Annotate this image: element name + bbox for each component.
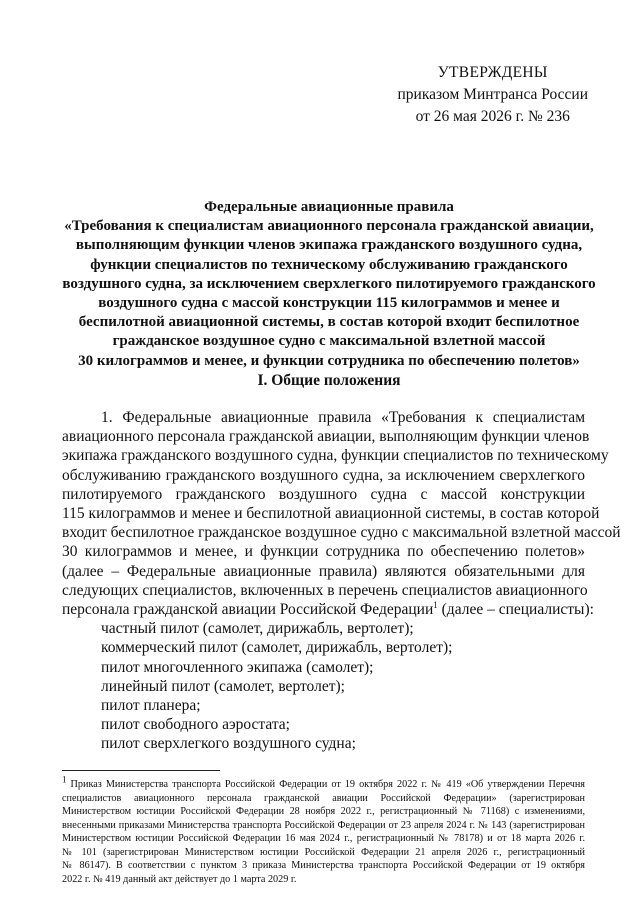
section-heading: I. Общие положения	[257, 372, 401, 389]
document-title	[58, 198, 600, 371]
list-item: частный пилот (самолет, дирижабль, вертолет);	[101, 620, 414, 638]
approval-order: приказом Минтранса России	[397, 86, 588, 103]
title-line: воздушного судна, за исключением сверхлегкого пилотируемого гражданского	[62, 275, 596, 292]
footnote-line: № 101 (зарегистрирован Министерством юстиции Российской Федерации 21 апреля 2026 г., регистрационный	[62, 846, 585, 858]
title-line: 30 килограммов и менее, и функции сотрудника по обеспечению полетов»	[78, 352, 580, 369]
paragraph-line: входит беспилотное гражданское воздушное судно с максимальной взлетной массой	[62, 524, 621, 542]
paragraph-line: 115 килограммов и менее и беспилотной авиационной системы, в состав которой	[62, 505, 600, 523]
title-line: беспилотной авиационной системы, в состав которой входит беспилотное	[78, 314, 580, 331]
paragraph-line: 1. Федеральные авиационные правила «Требования к специалистам	[101, 409, 585, 426]
paragraph-line: следующих специалистов, включенных в перечень специалистов авиационного	[62, 581, 588, 599]
paragraph-line: экипажа гражданского воздушного судна, функции специалистов по техническому	[62, 447, 609, 465]
title-line: «Требования к специалистам авиационного персонала гражданской авиации,	[64, 218, 594, 235]
approval-stamp	[398, 62, 589, 128]
footnote-line: внесенными приказами Министерства транспорта Российской Федерации от 23 апреля 2024 г. № 143 (зарегистрирован	[62, 819, 585, 831]
paragraph-text: (далее – специалисты):	[437, 601, 594, 619]
approval-date: от 26 мая 2026 г. № 236	[415, 108, 570, 125]
paragraph-line: (далее – Федеральные авиационные правила) являются обязательными для	[62, 562, 585, 580]
footnote-line: 2022 г. № 419 данный акт действует до 1 марта 2029 г.	[62, 873, 297, 885]
list-item: пилот многочленного экипажа (самолет);	[101, 658, 374, 676]
document-body	[62, 408, 621, 754]
approval-heading: УТВЕРЖДЕНЫ	[437, 64, 548, 81]
list-item: коммерческий пилот (самолет, дирижабль, вертолет);	[101, 639, 453, 657]
paragraph-line: обслуживанию гражданского воздушного судна, за исключением сверхлегкого	[62, 466, 585, 484]
title-line: функции специалистов по техническому обслуживанию гражданского	[90, 256, 568, 273]
footnote-line: Министерством юстиции Российской Федерации 16 мая 2024 г., регистрационный № 78178) и от 18 марта 2026 г.	[62, 833, 585, 844]
title-line: выполняющим функции членов экипажа гражданского воздушного судна,	[75, 237, 583, 254]
paragraph-last-line	[62, 599, 594, 619]
list-item: пилот планера;	[101, 697, 201, 715]
list-item: линейный пилот (самолет, вертолет);	[101, 677, 345, 695]
footnote-line: специалистов авиационного персонала гражданской авиации Российской Федерации» (зарегистрирован	[62, 792, 585, 804]
footnote-line	[62, 774, 585, 792]
footnote-line: Министерством юстиции Российской Федерации 28 ноября 2022 г., регистрационный № 71168) с изменениями,	[62, 806, 585, 817]
paragraph-text: персонала гражданской авиации Российской Федерации	[62, 601, 434, 619]
footnote-reference[interactable]: 1	[433, 599, 438, 610]
footnote-line: № 86147). В соответствии с пунктом 3 приказа Министерства транспорта Российской Федерации от 19 октября	[62, 860, 585, 871]
footnote	[62, 774, 585, 886]
list-item: пилот свободного аэростата;	[101, 716, 290, 734]
title-line: гражданское воздушное судно с максимальной взлетной массой	[112, 333, 546, 350]
title-line: Федеральные авиационные правила	[204, 199, 454, 215]
paragraph-line: авиационного персонала гражданской авиации, выполняющим функции членов	[62, 428, 590, 446]
title-line: воздушного судна с массой конструкции 115 килограммов и менее и	[98, 295, 560, 312]
footnote-mark: 1	[62, 774, 67, 785]
list-item: пилот сверхлегкого воздушного судна;	[101, 735, 356, 753]
footnote-divider	[62, 770, 220, 771]
paragraph-line: 30 килограммов и менее, и функции сотрудника по обеспечению полетов»	[62, 543, 585, 561]
paragraph-line: пилотируемого гражданского воздушного судна с массой конструкции	[62, 485, 585, 503]
footnote-text: Приказ Министерства транспорта Российской Федерации от 19 октября 2022 г. № 419 «Об утверждении Перечня	[66, 779, 585, 790]
